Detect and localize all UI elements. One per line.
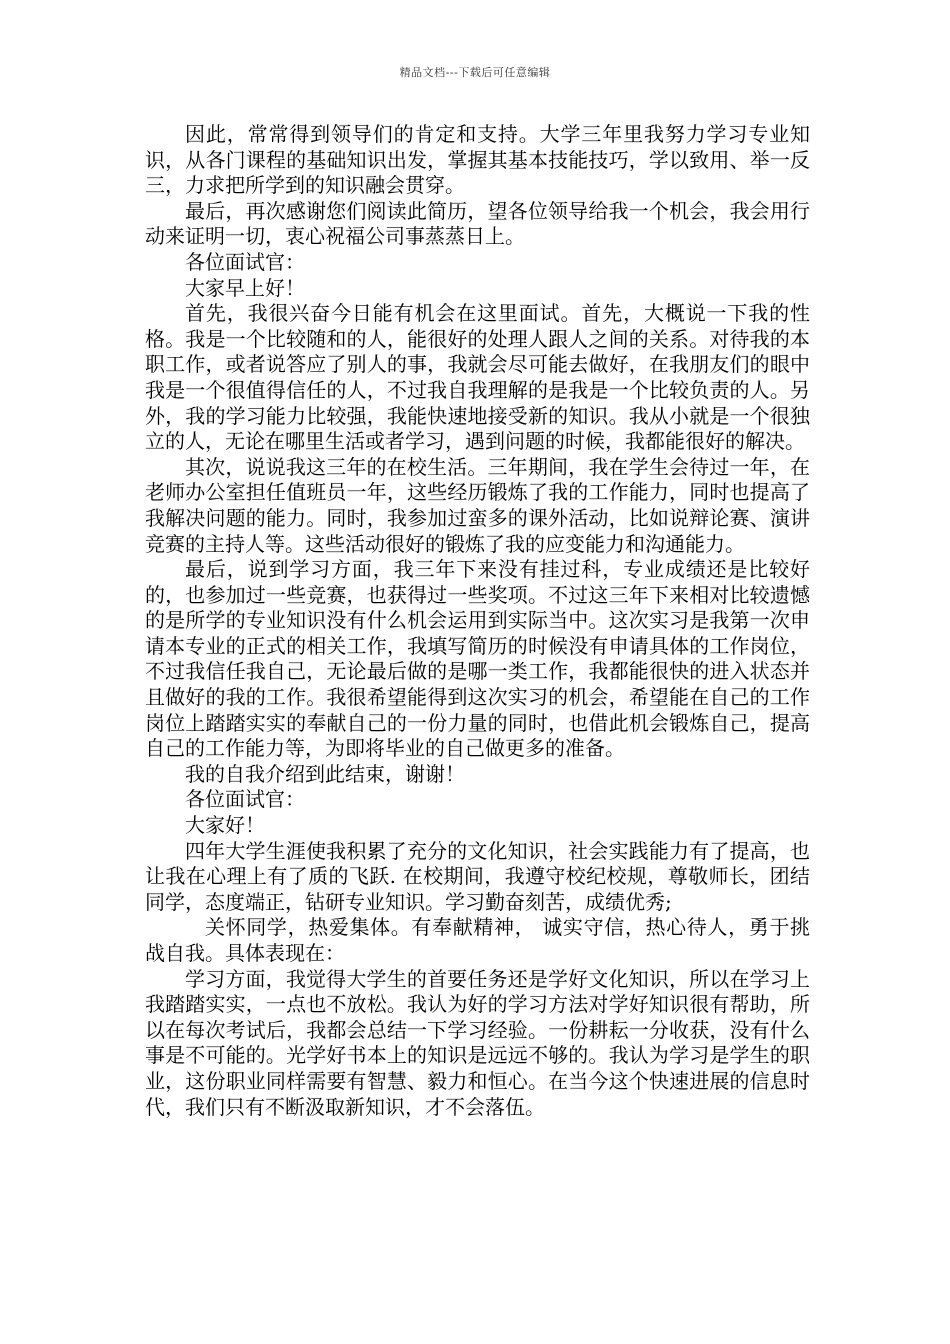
greeting: 大家早上好！ — [185, 275, 305, 300]
paragraph: 学习方面，我觉得大学生的首要任务还是学好文化知识，所以在学习上我踏踏实实，一点也不放松。我认为好的学习方法对学好知识很有帮助，所以在每次考试后，我都会总结一下学习经验。一份耕耘一分收获，没有什么事是不可能的。光学好书本上的知识是远远不够的。我认为学习是学生的职业，这份职业同样需要有智慧、毅力和恒心。在当今这个快速进展的信息时代，我们只有不断汲取新知识，才不会落伍。 — [145, 966, 810, 1119]
paragraph: 关怀同学，热爱集体。有奉献精神， 诚实守信，热心待人，勇于挑战自我。具体表现在： — [145, 915, 810, 965]
paragraph: 其次，说说我这三年的在校生活。三年期间，我在学生会待过一年，在老师办公室担任值班员一年，这些经历锻炼了我的工作能力，同时也提高了我解决问题的能力。同时，我参加过蛮多的课外活动，比如说辩论赛、演讲竞赛的主持人等。这些活动很好的锻炼了我的应变能力和沟通能力。 — [145, 454, 810, 556]
paragraph: 首先，我很兴奋今日能有机会在这里面试。首先，大概说一下我的性格。我是一个比较随和的人，能很好的处理人跟人之间的关系。对待我的本职工作，或者说答应了别人的事，我就会尽可能去做好，在我朋友们的眼中我是一个很值得信任的人，不过我自我理解的是我是一个比较负责的人。另外，我的学习能力比较强，我能快速地接受新的知识。我从小就是一个很独立的人，无论在哪里生活或者学习，遇到问题的时候，我都能很好的解决。 — [145, 301, 810, 454]
paragraph: 最后，再次感谢您们阅读此简历，望各位领导给我一个机会，我会用行动来证明一切，衷心祝福公司事蒸蒸日上。 — [145, 198, 810, 249]
paragraph: 最后，说到学习方面，我三年下来没有挂过科，专业成绩还是比较好的，也参加过一些竞赛，也获得过一些奖项。不过这三年下来相对比较遗憾的是所学的专业知识没有什么机会运用到实际当中。这次实习是我第一次申请本专业的正式的相关工作，我填写简历的时候没有申请具体的工作岗位，不过我信任我自己，无论最后做的是哪一类工作，我都能很快的进入状态并且做好的我的工作。我很希望能得到这次实习的机会，希望能在自己的工作岗位上踏踏实实的奉献自己的一份力量的同时，也借此机会锻炼自己，提高自己的工作能力等，为即将毕业的自己做更多的准备。 — [145, 557, 810, 761]
greeting: 各位面试官： — [185, 249, 305, 274]
paragraph: 因此，常常得到领导们的肯定和支持。大学三年里我努力学习专业知识，从各门课程的基础知识出发，掌握其基本技能技巧，学以致用、举一反三，力求把所学到的知识融会贯穿。 — [145, 122, 810, 198]
paragraph: 四年大学生涯使我积累了充分的文化知识，社会实践能力有了提高，也让我在心理上有了质的飞跃. 在校期间，我遵守校纪校规，尊敬师长，团结同学，态度端正，钻研专业知识。学习勤奋刻苦，成绩优秀; — [145, 838, 810, 914]
page-header: 精品文档---下载后可任意编辑 — [399, 66, 551, 79]
document-body — [145, 122, 810, 1120]
greeting: 各位面试官： — [185, 787, 305, 812]
closing-line: 我的自我介绍到此结束，谢谢！ — [185, 761, 465, 786]
greeting: 大家好！ — [185, 813, 265, 838]
